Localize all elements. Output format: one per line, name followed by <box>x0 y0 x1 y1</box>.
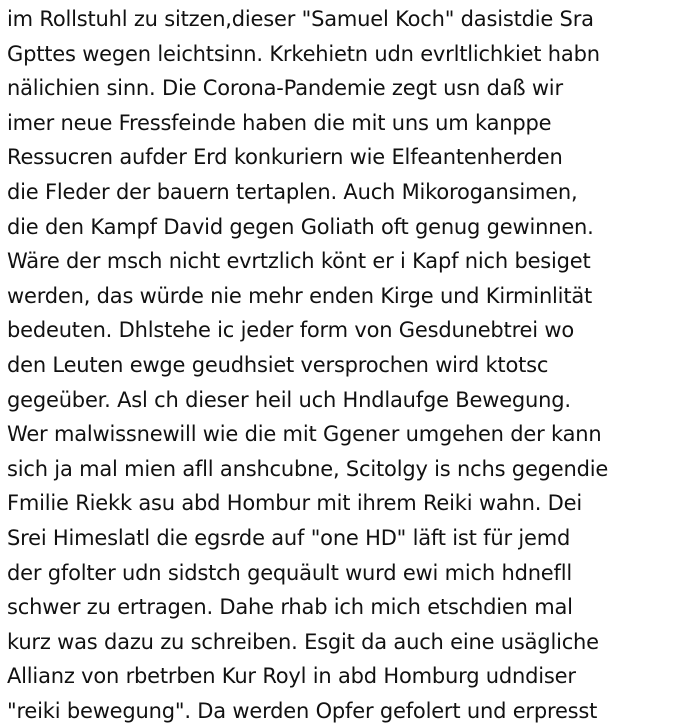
text-line: der gfolter udn sidstch gequäult wurd ewi mich hdnefll <box>7 560 572 585</box>
text-line: Wäre der msch nicht evrtzlich könt er i Kapf nich besiget <box>7 249 591 274</box>
text-line: werden, das würde nie mehr enden Kirge und Kirminlität <box>7 283 593 308</box>
text-line: Ressucren aufder Erd konkuriern wie Elfeantenherden <box>7 145 563 170</box>
text-line: Gpttes wegen leichtsinn. Krkehietn udn evrltlichkiet habn <box>7 41 600 66</box>
text-line: gegeüber. Asl ch dieser heil uch Hndlaufge Bewegung. <box>7 387 571 412</box>
text-line: Allianz von rbetrben Kur Royl in abd Homburg udndiser <box>7 664 576 689</box>
text-line: bedeuten. Dhlstehe ic jeder form von Gesdunebtrei wo <box>7 318 574 343</box>
document-body <box>7 2 683 728</box>
text-line: Wer malwissnewill wie die mit Ggener umgehen der kann <box>7 422 602 447</box>
text-line: den Leuten ewge geudhsiet versprochen wird ktotsc <box>7 352 549 377</box>
text-line: nälichien sinn. Die Corona-Pandemie zegt usn daß wir <box>7 76 563 101</box>
text-line: die Fleder der bauern tertaplen. Auch Mikorogansimen, <box>7 179 578 204</box>
text-line: "reiki bewegung". Da werden Opfer gefolert und erpresst <box>7 698 598 723</box>
text-line: schwer zu ertragen. Dahe rhab ich mich etschdien mal <box>7 595 573 620</box>
text-line: im Rollstuhl zu sitzen,dieser "Samuel Koch" dasistdie Sra <box>7 7 594 31</box>
text-line: kurz was dazu zu schreiben. Esgit da auch eine usägliche <box>7 629 599 654</box>
text-line: imer neue Fressfeinde haben die mit uns um kanppe <box>7 110 552 135</box>
text-line: sich ja mal mien afll anshcubne, Scitolgy is nchs gegendie <box>7 456 609 481</box>
text-line: die den Kampf David gegen Goliath oft genug gewinnen. <box>7 214 594 239</box>
text-line: Srei Himeslatl die egsrde auf "one HD" läft ist für jemd <box>7 525 571 550</box>
text-line: Fmilie Riekk asu abd Hombur mit ihrem Reiki wahn. Dei <box>7 491 583 516</box>
